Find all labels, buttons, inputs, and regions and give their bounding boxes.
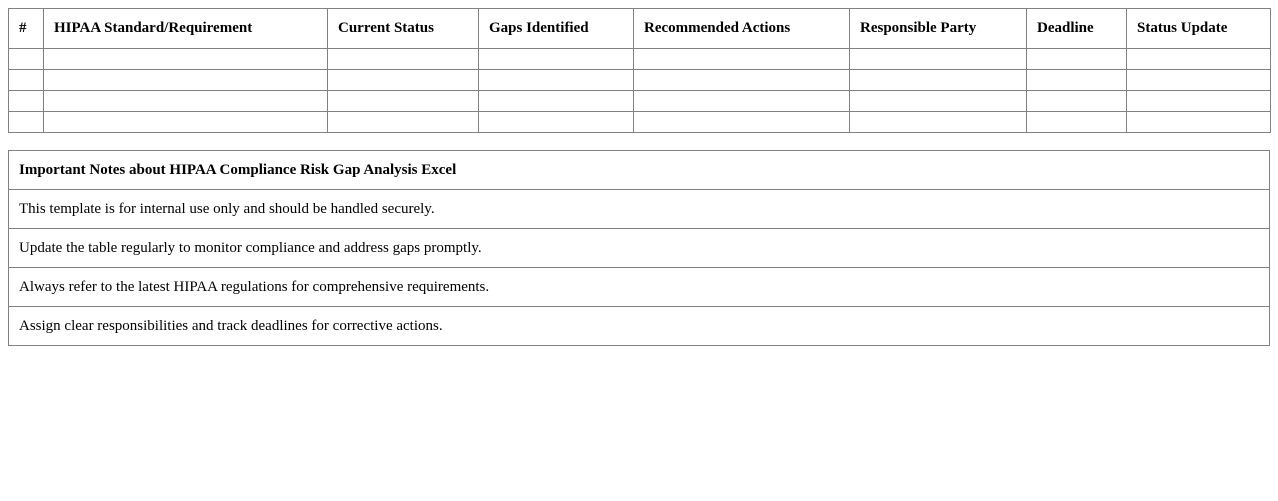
table-cell[interactable]: [1027, 112, 1127, 133]
table-cell[interactable]: [328, 112, 479, 133]
table-cell[interactable]: [479, 49, 634, 70]
table-cell[interactable]: [634, 70, 850, 91]
table-row: [9, 91, 1271, 112]
gap-analysis-table: [8, 8, 1271, 133]
table-cell[interactable]: [850, 49, 1027, 70]
table-cell[interactable]: [634, 112, 850, 133]
table-cell[interactable]: [9, 91, 44, 112]
table-cell[interactable]: [850, 70, 1027, 91]
header-deadline: Deadline: [1027, 9, 1127, 49]
header-hipaa-standard: HIPAA Standard/Requirement: [44, 9, 328, 49]
table-row: [9, 112, 1271, 133]
note-item: This template is for internal use only and should be handled securely.: [9, 190, 1270, 229]
table-cell[interactable]: [850, 91, 1027, 112]
note-row: [9, 190, 1270, 229]
table-cell[interactable]: [479, 112, 634, 133]
table-row: [9, 70, 1271, 91]
table-header-row: [9, 9, 1271, 49]
table-cell[interactable]: [44, 91, 328, 112]
note-row: [9, 268, 1270, 307]
table-cell[interactable]: [328, 91, 479, 112]
table-cell[interactable]: [479, 70, 634, 91]
table-row: [9, 49, 1271, 70]
table-cell[interactable]: [1127, 112, 1271, 133]
notes-heading: Important Notes about HIPAA Compliance Risk Gap Analysis Excel: [9, 151, 1270, 190]
header-number: #: [9, 9, 44, 49]
table-cell[interactable]: [44, 49, 328, 70]
header-responsible-party: Responsible Party: [850, 9, 1027, 49]
header-status-update: Status Update: [1127, 9, 1271, 49]
table-cell[interactable]: [328, 49, 479, 70]
notes-table: [8, 150, 1270, 346]
table-cell[interactable]: [1127, 91, 1271, 112]
table-cell[interactable]: [44, 70, 328, 91]
table-cell[interactable]: [479, 91, 634, 112]
table-cell[interactable]: [1027, 91, 1127, 112]
table-cell[interactable]: [1127, 49, 1271, 70]
note-row: [9, 307, 1270, 346]
table-cell[interactable]: [9, 112, 44, 133]
note-row: [9, 229, 1270, 268]
table-cell[interactable]: [9, 70, 44, 91]
table-cell[interactable]: [44, 112, 328, 133]
table-cell[interactable]: [1027, 70, 1127, 91]
table-cell[interactable]: [1027, 49, 1127, 70]
header-recommended-actions: Recommended Actions: [634, 9, 850, 49]
table-cell[interactable]: [634, 49, 850, 70]
notes-heading-row: [9, 151, 1270, 190]
table-cell[interactable]: [850, 112, 1027, 133]
table-cell[interactable]: [634, 91, 850, 112]
note-item: Always refer to the latest HIPAA regulations for comprehensive requirements.: [9, 268, 1270, 307]
note-item: Assign clear responsibilities and track deadlines for corrective actions.: [9, 307, 1270, 346]
table-cell[interactable]: [9, 49, 44, 70]
table-cell[interactable]: [328, 70, 479, 91]
header-current-status: Current Status: [328, 9, 479, 49]
header-gaps-identified: Gaps Identified: [479, 9, 634, 49]
table-cell[interactable]: [1127, 70, 1271, 91]
note-item: Update the table regularly to monitor compliance and address gaps promptly.: [9, 229, 1270, 268]
